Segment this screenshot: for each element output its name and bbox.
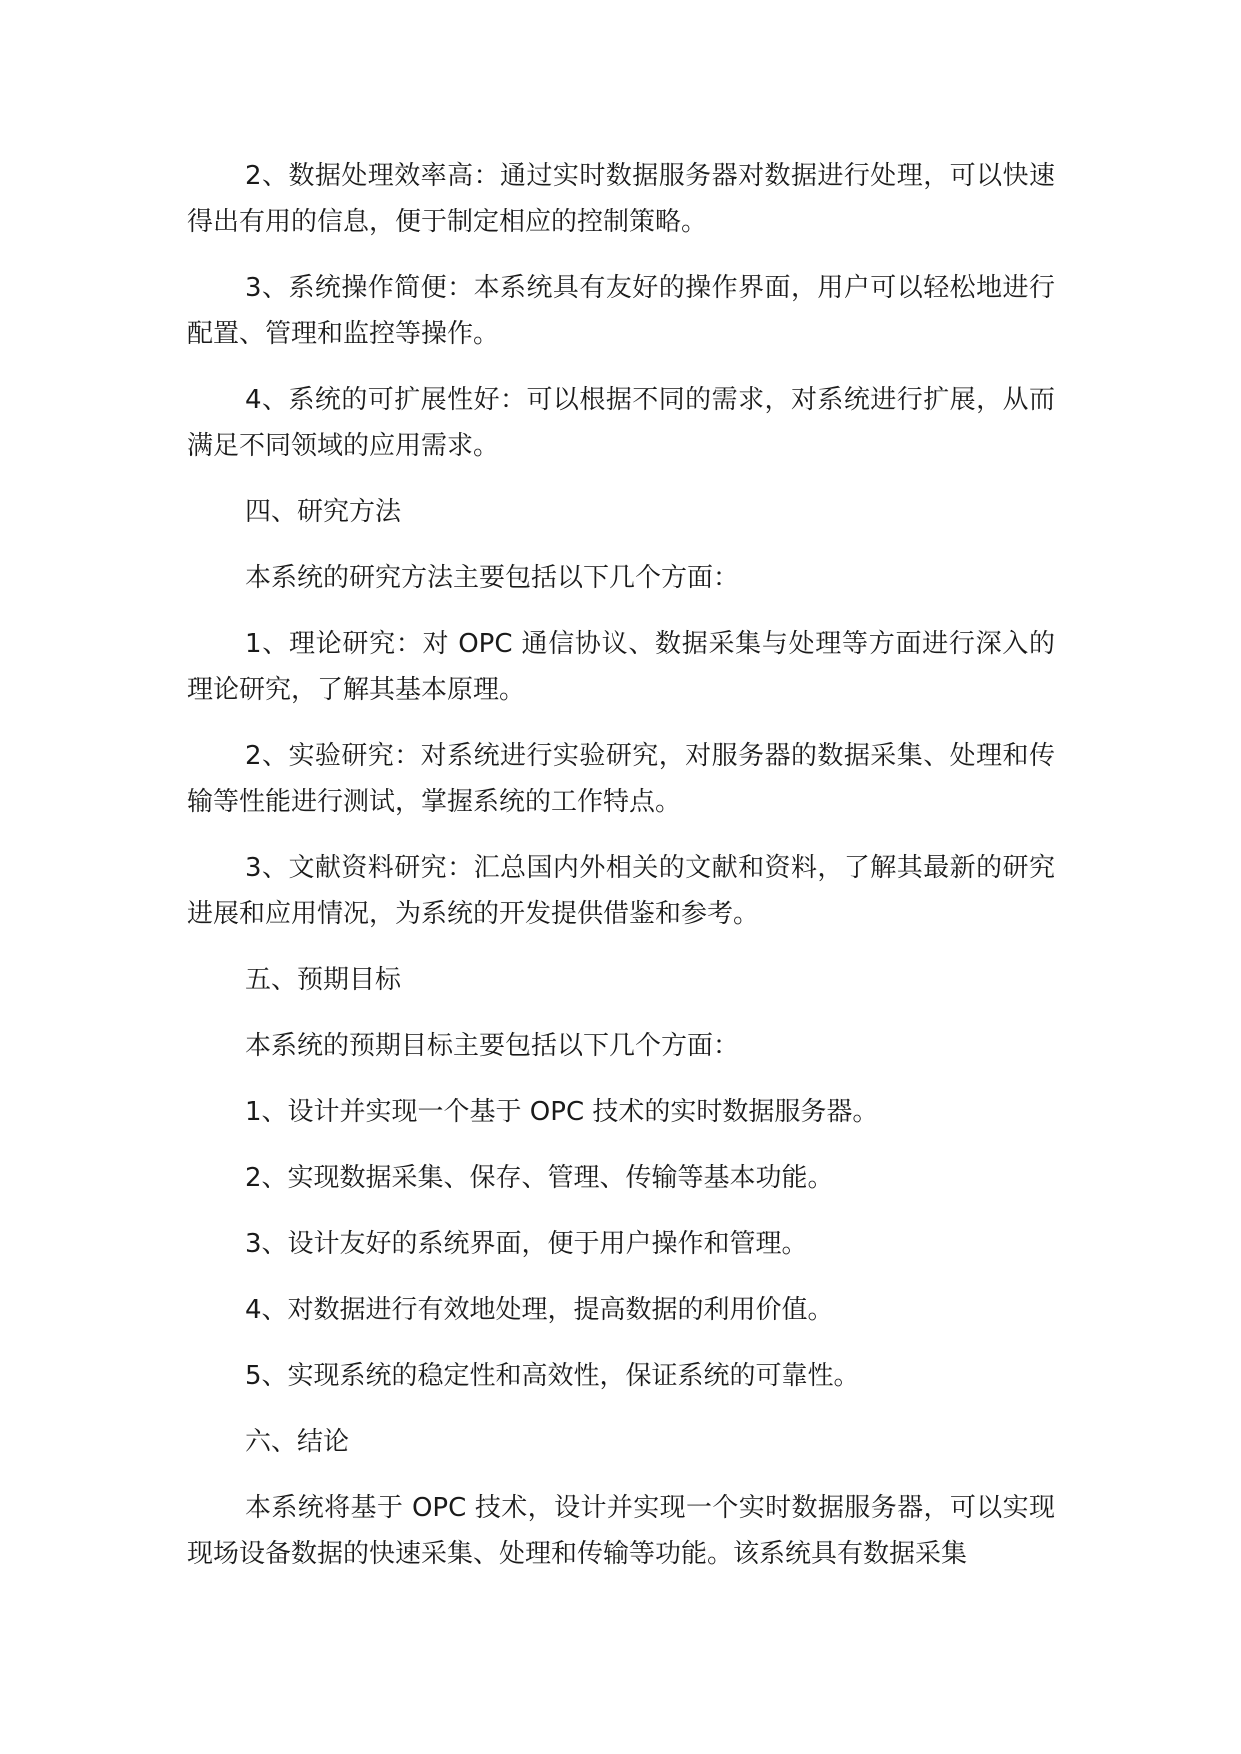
paragraph-goal-5: 5、实现系统的稳定性和高效性，保证系统的可靠性。 xyxy=(245,1361,860,1391)
paragraph-conclusion: 本系统将基于 OPC 技术，设计并实现一个实时数据服务器，可以实现现场设备数据的快速采集、处理和传输等功能。该系统具有数据采集 xyxy=(187,1493,1055,1569)
paragraph-goal-2: 2、实现数据采集、保存、管理、传输等基本功能。 xyxy=(245,1163,834,1193)
section-heading-conclusion: 六、结论 xyxy=(245,1427,350,1457)
paragraph-method-1: 1、理论研究：对 OPC 通信协议、数据采集与处理等方面进行深入的理论研究，了解其基本原理。 xyxy=(187,629,1055,705)
paragraph-goal-1: 1、设计并实现一个基于 OPC 技术的实时数据服务器。 xyxy=(245,1097,879,1127)
paragraph-advantage-2: 2、数据处理效率高：通过实时数据服务器对数据进行处理，可以快速得出有用的信息，便于制定相应的控制策略。 xyxy=(187,161,1055,237)
section-heading-research-methods: 四、研究方法 xyxy=(245,497,402,527)
paragraph-advantage-4: 4、系统的可扩展性好：可以根据不同的需求，对系统进行扩展，从而满足不同领域的应用需求。 xyxy=(187,385,1055,461)
paragraph-goals-intro: 本系统的预期目标主要包括以下几个方面： xyxy=(245,1031,740,1061)
section-heading-expected-goals: 五、预期目标 xyxy=(245,965,402,995)
paragraph-advantage-3: 3、系统操作简便：本系统具有友好的操作界面，用户可以轻松地进行配置、管理和监控等操作。 xyxy=(187,273,1055,349)
paragraph-method-2: 2、实验研究：对系统进行实验研究，对服务器的数据采集、处理和传输等性能进行测试，掌握系统的工作特点。 xyxy=(187,741,1055,817)
document-body xyxy=(187,153,1055,1597)
paragraph-methods-intro: 本系统的研究方法主要包括以下几个方面： xyxy=(245,563,740,593)
paragraph-method-3: 3、文献资料研究：汇总国内外相关的文献和资料，了解其最新的研究进展和应用情况，为系统的开发提供借鉴和参考。 xyxy=(187,853,1055,929)
paragraph-goal-3: 3、设计友好的系统界面，便于用户操作和管理。 xyxy=(245,1229,808,1259)
paragraph-goal-4: 4、对数据进行有效地处理，提高数据的利用价值。 xyxy=(245,1295,834,1325)
